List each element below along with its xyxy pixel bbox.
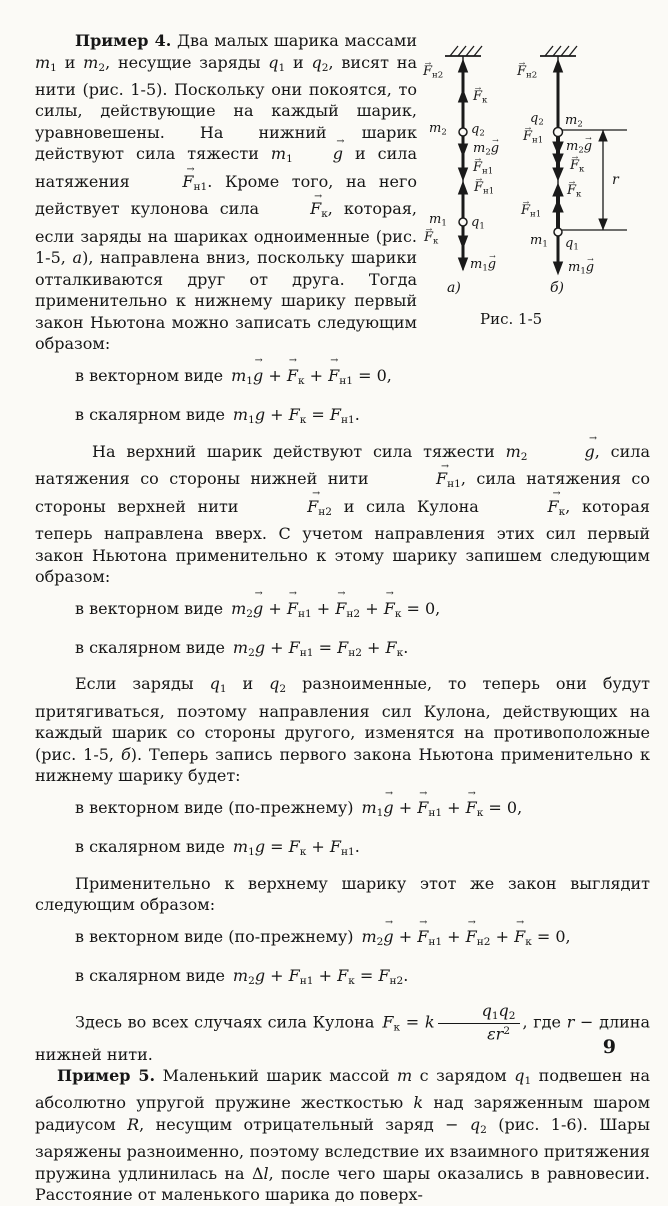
label-b-charge-2: q2 — [530, 111, 544, 128]
equation-vector-upper-same: в векторном виде m2g → + F →н1 + F →н2 + F →к = 0, — [75, 596, 650, 627]
ceiling-hatch — [545, 46, 553, 56]
equation-vector-lower-same: в векторном виде m1g → + F →к + F →н1 = 0, — [75, 363, 650, 394]
label-a-weight-1: m1g → — [470, 258, 496, 273]
arrowhead-down — [554, 262, 563, 274]
ball-upper — [459, 128, 467, 136]
arrowhead-up — [553, 200, 563, 212]
ceiling-hatch — [466, 46, 474, 56]
label-a-tension-upper: F →н2 — [423, 65, 443, 80]
ceiling-hatch — [450, 46, 458, 56]
arrowhead-down — [553, 142, 563, 154]
arrowhead-up — [459, 60, 468, 72]
label-b-tension-upper: F →н2 — [517, 65, 537, 80]
ball-lower — [554, 228, 562, 236]
arrowhead-up — [554, 60, 563, 72]
ceiling-hatch — [553, 46, 561, 56]
arrowhead-down — [553, 154, 563, 166]
equation-scalar-lower-same: в скалярном виде m1g + Fк = Fн1. — [75, 404, 360, 426]
label-b-mass-1: m1 — [530, 233, 548, 250]
label-b-weight-2: m2g → — [566, 140, 592, 155]
equation-scalar-lower-opposite: в скалярном виде m1g = Fк + Fн1. — [75, 836, 360, 858]
ceiling-hatch — [569, 46, 577, 56]
label-b-charge-1: q1 — [565, 236, 579, 253]
paragraph-opposite-charges: Если заряды q1 и q2 разноименные, то теперь они будут притягиваться, поэтому направления сил Кулона, действующих на каждый шарик со стороны другого, изменятся на противоположные (рис. 1-5, б). Теперь запись первого закона Ньютона применительно к нижнему шарику будет: — [35, 674, 650, 786]
label-a-tension-1-up: F →н1 — [474, 181, 494, 196]
figure-1-5 — [423, 32, 658, 334]
label-a-coulomb-up: F →к — [473, 90, 487, 105]
ball-lower — [459, 218, 467, 226]
figure-caption: Рис. 1-5 — [480, 310, 543, 328]
ceiling-hatch — [458, 46, 466, 56]
label-b-tension-1-bottom: F →н1 — [521, 204, 541, 219]
paragraph-example-4: Пример 4. Два малых шарика массами m1 и m2, несущие заряды q1 и q2, висят на нити (рис. 1-5). Поскольку они покоятся, то силы, действующие на каждый шарик, уравновешены. На нижний шарик действуют сила тяжести m1 g → и сила натяжения F →н1. Кроме того, на него действует кулонова сила F →к, которая, если заряды на шариках одноименные (рис. 1-5, а), направлена вниз, поскольку шарики отталкиваются друг от друга. Тогда применительно к нижнему шарику первый закон Ньютона можно записать следующим образом: — [35, 30, 650, 355]
arrowhead-down — [599, 219, 607, 229]
arrowhead-up — [459, 90, 468, 102]
fraction: $\frac{q1q2}{\varepsilon r^2}$ — [438, 1002, 520, 1044]
ceiling-hatch — [561, 46, 569, 56]
label-a-mass-1: m1 — [429, 212, 447, 229]
equation-scalar-upper-opposite: в скалярном виде m2g + Fн1 + Fк = Fн2. — [75, 965, 409, 987]
label-b-mass-2: m2 — [565, 113, 583, 130]
arrowhead-down — [459, 236, 468, 248]
arrowhead-up — [599, 131, 607, 141]
label-a-tension-1-down: F →н1 — [473, 161, 493, 176]
arrowhead-down — [553, 168, 563, 180]
arrowhead-down — [459, 144, 468, 156]
label-a-charge-2: q2 — [471, 122, 485, 139]
label-a-weight-2: m2g → — [473, 142, 499, 157]
label-diagram-a: а) — [447, 280, 461, 296]
label-b-distance-r: r — [612, 172, 619, 188]
arrowhead-up — [553, 184, 563, 196]
arrowhead-down — [459, 258, 468, 270]
label-b-coulomb-up: F →к — [567, 184, 581, 199]
page-number: 9 — [602, 1036, 616, 1058]
arrowhead-up — [459, 182, 468, 194]
paragraph-upper-ball: На верхний шарик действуют сила тяжести m2 g →, сила натяжения со стороны нижней нити F →н1, сила натяжения со стороны верхней нити F →н2 и сила Кулона F →к, которая теперь направлена вверх. С учетом направления этих сил первый закон Ньютона применительно к этому шарику запишем следующим образом: — [35, 441, 650, 588]
paragraph-upper-ball-law: Применительно к верхнему шарику этот же закон выглядит следующим образом: — [35, 873, 650, 915]
label-a-mass-2: m2 — [429, 121, 447, 138]
arrowhead-down — [459, 168, 468, 180]
paragraph-example-5: Пример 5. Маленький шарик массой m с зарядом q1 подвешен на абсолютно упругой пружине жесткостью k над заряженным шаром радиусом R, несущим отрицательный заряд − q2 (рис. 1-6). Шары заряжены разноименно, поэтому вследствие их взаимного притяжения пружина удлинилась на Δl, после чего шары оказались в равновесии. Расстояние от маленького шарика до поверх- — [35, 1066, 651, 1205]
label-a-charge-1: q1 — [471, 215, 485, 232]
label-b-coulomb-down: F →к — [570, 159, 584, 174]
label-a-coulomb-down: F →к — [424, 231, 438, 246]
equation-scalar-upper-same: в скалярном виде m2g + Fн1 = Fн2 + Fк. — [75, 637, 409, 659]
label-b-tension-1-top: F →н1 — [523, 130, 543, 145]
equation-vector-lower-opposite: в векторном виде (по-прежнему) m1g → + F →н1 + F →к = 0, — [75, 795, 650, 826]
equation-vector-upper-opposite: в векторном виде (по-прежнему) m2g → + F →н1 + F →н2 + F →к = 0, — [75, 924, 650, 955]
paragraph-coulomb-formula: Здесь во всех случаях сила Кулона Fк = k $\frac{q1q2}{\varepsilon r^2}$ , где r − длина нижней нити. — [35, 1000, 651, 1064]
ball-upper — [554, 128, 563, 137]
label-b-weight-1: m1g → — [568, 261, 594, 276]
ceiling-hatch — [474, 46, 482, 56]
label-diagram-b: б) — [550, 280, 565, 296]
